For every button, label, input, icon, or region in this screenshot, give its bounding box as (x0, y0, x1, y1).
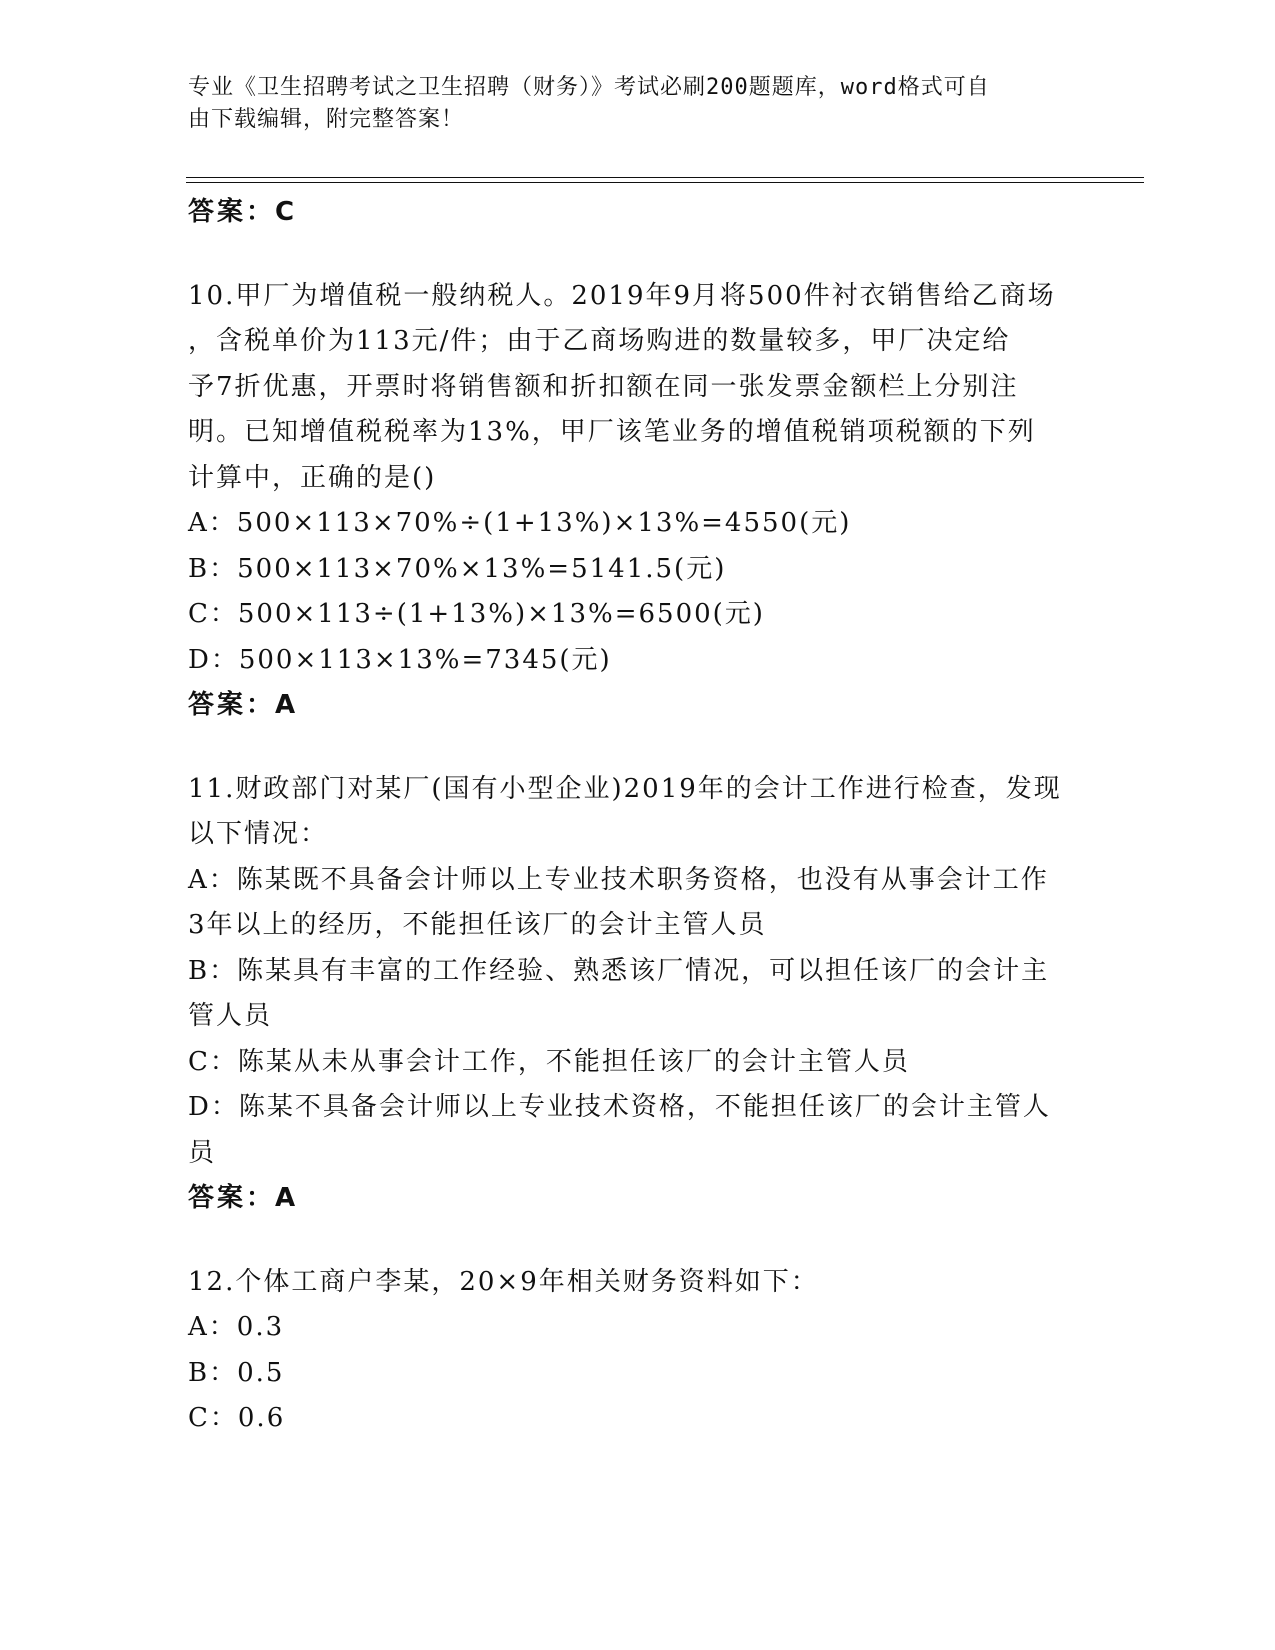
answer: 答案：A (188, 1183, 299, 1213)
question-10 (188, 274, 1088, 729)
option-c: C：陈某从未从事会计工作，不能担任该厂的会计主管人员 (188, 1046, 910, 1077)
option-d: D：陈某不具备会计师以上专业技术资格，不能担任该厂的会计主管人 (188, 1092, 1051, 1122)
header-line-2: 由下载编辑，附完整答案！ (188, 107, 465, 132)
option-b: B：500×113×70%×13%=5141.5(元) (188, 553, 727, 584)
question-11 (188, 767, 1088, 1222)
question-12 (188, 1260, 1088, 1442)
document-header (188, 72, 1068, 136)
option-a: A：0.3 (188, 1312, 285, 1342)
spacer (188, 236, 1088, 274)
spacer (188, 729, 1088, 767)
option-b: B：0.5 (188, 1357, 285, 1388)
answer: 答案：A (188, 690, 299, 720)
question-stem-line: ，含税单价为113元/件；由于乙商场购进的数量较多，甲厂决定给 (188, 326, 1011, 356)
option-a-cont: 3年以上的经历，不能担任该厂的会计主管人员 (188, 910, 767, 940)
question-stem-line: 12.个体工商户李某，20×9年相关财务资料如下： (188, 1266, 819, 1297)
header-line-1: 专业《卫生招聘考试之卫生招聘（财务）》考试必刷200题题库，word格式可自 (188, 75, 990, 100)
spacer (188, 1222, 1088, 1260)
question-stem-line: 计算中，正确的是() (188, 462, 437, 493)
question-list (188, 190, 1088, 1442)
option-a: A：陈某既不具备会计师以上专业技术职务资格，也没有从事会计工作 (188, 864, 1049, 895)
header-rule-top (186, 177, 1144, 178)
option-b: B：陈某具有丰富的工作经验、熟悉该厂情况，可以担任该厂的会计主 (188, 955, 1050, 986)
option-c: C：500×113÷(1+13%)×13%=6500(元) (188, 599, 765, 629)
question-stem-line: 明。已知增值税税率为13%，甲厂该笔业务的增值税销项税额的下列 (188, 417, 1036, 447)
question-stem-line: 以下情况： (188, 819, 329, 849)
question-stem-line: 予7折优惠，开票时将销售额和折扣额在同一张发票金额栏上分别注 (188, 371, 1019, 402)
option-d-cont: 员 (188, 1137, 217, 1168)
option-a: A：500×113×70%÷(1+13%)×13%=4550(元) (188, 508, 852, 538)
question-stem-line: 11.财政部门对某厂(国有小型企业)2019年的会计工作进行检查，发现 (188, 773, 1062, 804)
question-stem-line: 10.甲厂为增值税一般纳税人。2019年9月将500件衬衣销售给乙商场 (188, 280, 1056, 311)
option-b-cont: 管人员 (188, 1001, 273, 1031)
option-c: C：0.6 (188, 1403, 286, 1433)
header-rule-bottom (186, 182, 1144, 183)
previous-answer: 答案：C (188, 197, 298, 227)
option-d: D：500×113×13%=7345(元) (188, 644, 612, 675)
